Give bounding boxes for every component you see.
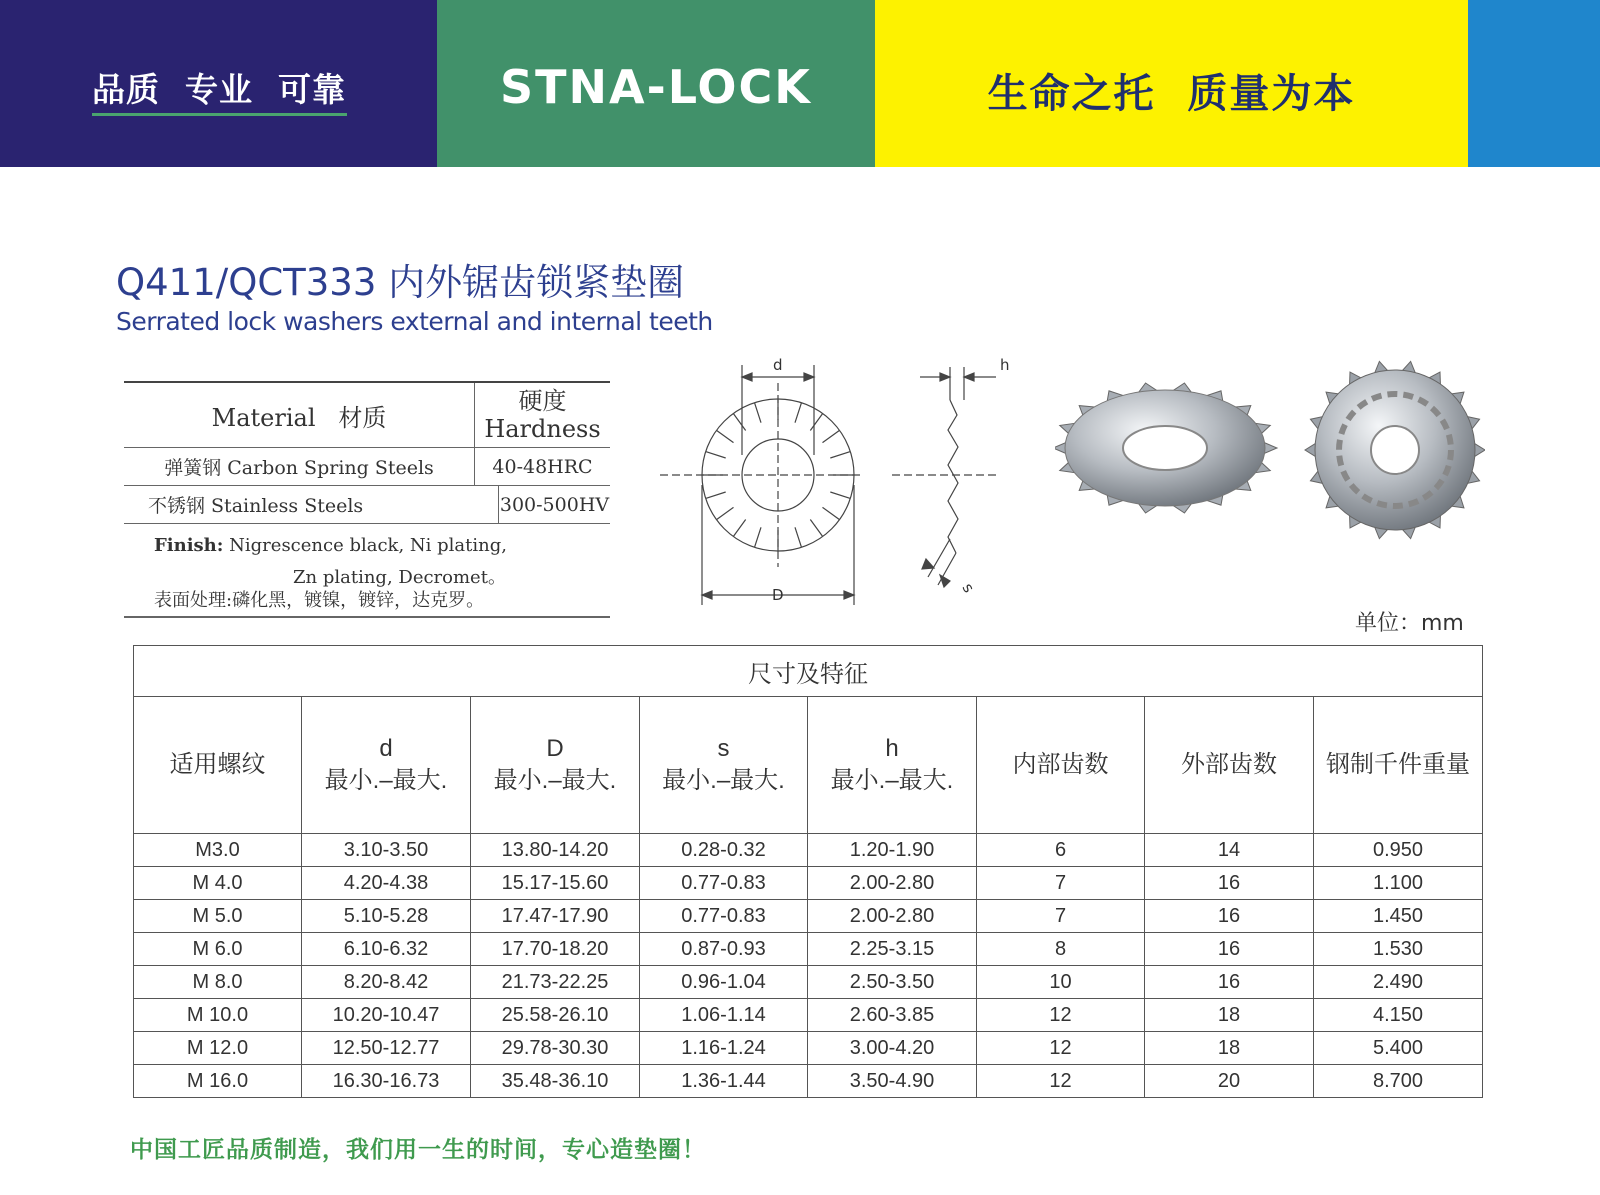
tooth-line <box>795 403 801 423</box>
table-row <box>134 834 1483 867</box>
table-cell: 8.700 <box>1314 1065 1483 1098</box>
table-cell: M 4.0 <box>134 867 302 900</box>
table-cell: 7 <box>977 867 1145 900</box>
table-cell: 10.20-10.47 <box>302 999 471 1032</box>
material-row <box>124 486 610 524</box>
table-cell: 20 <box>1145 1065 1314 1098</box>
table-cell: 16 <box>1145 966 1314 999</box>
column-symbol: d <box>379 735 393 762</box>
brand-logo: STNA-LOCK <box>500 60 812 114</box>
table-cell: 15.17-15.60 <box>471 867 640 900</box>
washer-photos <box>1055 360 1485 550</box>
tooth-line <box>795 527 801 547</box>
finish-cn: 表面处理:磷化黑，镀镍，镀锌，达克罗。 <box>154 590 485 611</box>
table-cell: M 10.0 <box>134 999 302 1032</box>
column-label: 最小.–最大. <box>493 767 617 794</box>
column-header <box>302 697 471 834</box>
column-symbol: D <box>546 735 564 762</box>
column-label: 适用螺纹 <box>169 751 266 778</box>
table-cell: 17.47-17.90 <box>471 900 640 933</box>
table-cell: 1.20-1.90 <box>808 834 977 867</box>
table-cell: 8 <box>977 933 1145 966</box>
column-header <box>134 697 302 834</box>
column-header <box>1145 697 1314 834</box>
table-cell: 10 <box>977 966 1145 999</box>
table-cell: 3.00-4.20 <box>808 1032 977 1065</box>
table-cell: 2.60-3.85 <box>808 999 977 1032</box>
finish-note <box>124 532 610 618</box>
label-h: h <box>1000 356 1010 374</box>
table-cell: 1.450 <box>1314 900 1483 933</box>
table-cell: 13.80-14.20 <box>471 834 640 867</box>
table-row <box>134 900 1483 933</box>
footer-slogan: 中国工匠品质制造，我们用一生的时间，专心造垫圈！ <box>130 1137 706 1163</box>
tooth-line <box>706 492 726 498</box>
table-cell: 18 <box>1145 999 1314 1032</box>
finish-en-2: Zn plating, Decromet。 <box>293 567 506 588</box>
table-row <box>134 867 1483 900</box>
tooth-line <box>822 430 839 442</box>
tooth-line <box>810 414 822 431</box>
banner-edge-panel <box>1468 0 1600 167</box>
table-header-row <box>134 697 1483 834</box>
column-header <box>640 697 808 834</box>
label-D: D <box>772 586 784 604</box>
table-cell: 12 <box>977 1065 1145 1098</box>
finish-line-1 <box>154 535 507 556</box>
table-cell: 1.100 <box>1314 867 1483 900</box>
table-cell: M 8.0 <box>134 966 302 999</box>
table-cell: 0.77-0.83 <box>640 900 808 933</box>
column-header <box>977 697 1145 834</box>
table-cell: 6.10-6.32 <box>302 933 471 966</box>
table-cell: 8.20-8.42 <box>302 966 471 999</box>
material-table-header <box>124 381 610 448</box>
table-cell: 1.06-1.14 <box>640 999 808 1032</box>
side-view <box>892 367 996 587</box>
table-cell: 0.28-0.32 <box>640 834 808 867</box>
table-row <box>134 999 1483 1032</box>
hardness-header-cn: 硬度 <box>518 387 567 415</box>
washer-technical-drawing <box>660 355 1030 615</box>
label-s: s <box>958 580 979 596</box>
table-cell: M 5.0 <box>134 900 302 933</box>
slogan-left: 品质 专业 可靠 <box>92 70 346 109</box>
table-cell: 4.20-4.38 <box>302 867 471 900</box>
washer-photo-front <box>1305 361 1485 538</box>
table-cell: 12.50-12.77 <box>302 1032 471 1065</box>
table-cell: 5.10-5.28 <box>302 900 471 933</box>
table-cell: 3.10-3.50 <box>302 834 471 867</box>
table-row <box>134 933 1483 966</box>
hardness-header <box>475 383 610 447</box>
table-cell: 7 <box>977 900 1145 933</box>
column-label: 最小.–最大. <box>324 767 448 794</box>
table-cell: 1.530 <box>1314 933 1483 966</box>
table-cell: 1.16-1.24 <box>640 1032 808 1065</box>
table-cell: 12 <box>977 1032 1145 1065</box>
table-cell: 18 <box>1145 1032 1314 1065</box>
table-cell: 2.25-3.15 <box>808 933 977 966</box>
unit-label: 单位：mm <box>1355 611 1464 636</box>
table-cell: 29.78-30.30 <box>471 1032 640 1065</box>
tooth-line <box>717 507 734 519</box>
table-caption: 尺寸及特征 <box>134 646 1483 697</box>
tooth-line <box>810 519 822 536</box>
table-cell: M 12.0 <box>134 1032 302 1065</box>
tooth-line <box>706 452 726 458</box>
table-cell: 17.70-18.20 <box>471 933 640 966</box>
hardness-cell: 300-500HV <box>499 493 610 516</box>
table-cell: 12 <box>977 999 1145 1032</box>
column-label: 外部齿数 <box>1181 751 1277 778</box>
table-cell: 16.30-16.73 <box>302 1065 471 1098</box>
table-cell: 21.73-22.25 <box>471 966 640 999</box>
table-cell: 6 <box>977 834 1145 867</box>
page-subtitle: Serrated lock washers external and internal teeth <box>116 307 713 336</box>
table-cell: 2.50-3.50 <box>808 966 977 999</box>
column-label: 最小.–最大. <box>662 767 785 794</box>
tooth-line <box>733 414 745 431</box>
header-banner <box>0 0 1600 167</box>
table-cell: 35.48-36.10 <box>471 1065 640 1098</box>
front-view <box>660 365 860 605</box>
material-header: Material 材质 <box>124 383 475 447</box>
banner-left-panel <box>0 0 437 167</box>
table-cell: 25.58-26.10 <box>471 999 640 1032</box>
table-row <box>134 1065 1483 1098</box>
table-cell: 16 <box>1145 867 1314 900</box>
table-cell: 1.36-1.44 <box>640 1065 808 1098</box>
washer-photo-angled <box>1055 383 1277 513</box>
table-row <box>134 1032 1483 1065</box>
hardness-header-en: Hardness <box>484 415 601 443</box>
column-label: 内部齿数 <box>1012 751 1109 778</box>
table-cell: 0.950 <box>1314 834 1483 867</box>
tooth-line <box>733 519 745 536</box>
tooth-line <box>830 492 850 498</box>
material-row <box>124 448 610 486</box>
table-cell: 3.50-4.90 <box>808 1065 977 1098</box>
table-cell: 14 <box>1145 834 1314 867</box>
column-header <box>808 697 977 834</box>
column-label: 钢制千件重量 <box>1326 751 1470 778</box>
column-symbol: h <box>885 735 899 762</box>
banner-brand-panel <box>437 0 875 167</box>
table-cell: M 16.0 <box>134 1065 302 1098</box>
column-symbol: s <box>717 735 730 762</box>
table-cell: 2.00-2.80 <box>808 867 977 900</box>
table-cell: 0.87-0.93 <box>640 933 808 966</box>
table-cell: 2.490 <box>1314 966 1483 999</box>
tooth-line <box>755 527 761 547</box>
dimensions-table <box>133 645 1483 1098</box>
table-cell: 16 <box>1145 933 1314 966</box>
table-cell: 2.00-2.80 <box>808 900 977 933</box>
column-label: 最小.–最大. <box>830 767 954 794</box>
finish-en-1: Nigrescence black, Ni plating, <box>229 535 507 556</box>
slogan-right: 生命之托 质量为本 <box>987 71 1356 117</box>
banner-right-panel <box>875 0 1468 167</box>
table-cell: 16 <box>1145 900 1314 933</box>
tooth-line <box>755 403 761 423</box>
slogan-underline <box>92 113 347 116</box>
hardness-cell: 40-48HRC <box>492 455 593 478</box>
tooth-line <box>717 430 734 442</box>
table-cell: 5.400 <box>1314 1032 1483 1065</box>
column-header <box>471 697 640 834</box>
table-cell: 0.77-0.83 <box>640 867 808 900</box>
material-cell: 弹簧钢 Carbon Spring Steels <box>124 448 475 485</box>
page-title: Q411/QCT333 内外锯齿锁紧垫圈 <box>116 261 685 304</box>
table-cell: M3.0 <box>134 834 302 867</box>
tooth-line <box>830 452 850 458</box>
material-cell: 不锈钢 Stainless Steels <box>124 486 499 523</box>
finish-label: Finish: <box>154 535 224 556</box>
table-cell: M 6.0 <box>134 933 302 966</box>
material-table <box>124 381 610 524</box>
table-cell: 0.96-1.04 <box>640 966 808 999</box>
column-header <box>1314 697 1483 834</box>
table-row <box>134 966 1483 999</box>
label-d: d <box>773 356 783 374</box>
tooth-line <box>822 507 839 519</box>
table-cell: 4.150 <box>1314 999 1483 1032</box>
